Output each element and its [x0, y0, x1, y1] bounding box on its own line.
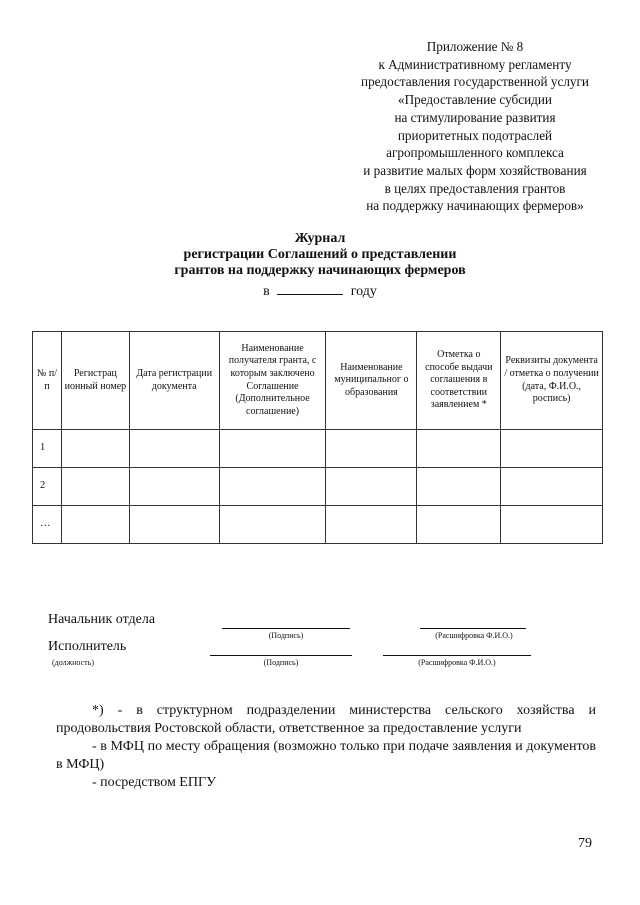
column-header-issue-method: Отметка о способе выдачи соглашения в соответствии заявлением * — [417, 332, 501, 430]
registration-table — [32, 331, 603, 544]
footnote-paragraph-3: - посредством ЕПГУ — [92, 775, 216, 790]
year-prefix: в — [263, 284, 270, 299]
row-number: … — [33, 506, 62, 544]
column-header-municipality: Наименование муниципальног о образования — [326, 332, 417, 430]
head-decoding-line[interactable] — [420, 628, 526, 629]
table-row — [33, 468, 603, 506]
column-header-reg-date: Дата регистрации документа — [129, 332, 219, 430]
appendix-line: агропромышленного комплекса — [386, 145, 564, 161]
appendix-line: на стимулирование развития — [394, 109, 556, 125]
table-cell[interactable] — [326, 506, 417, 544]
head-signature-line[interactable] — [222, 628, 350, 629]
row-number: 1 — [33, 430, 62, 468]
table-row — [33, 430, 603, 468]
row-number: 2 — [33, 468, 62, 506]
table-cell[interactable] — [417, 430, 501, 468]
table-cell[interactable] — [219, 430, 326, 468]
appendix-line: предоставления государственной услуги — [361, 74, 589, 90]
table-cell[interactable] — [129, 430, 219, 468]
executor-decoding-line[interactable] — [383, 655, 531, 656]
table-cell[interactable] — [61, 430, 129, 468]
year-blank-field[interactable] — [277, 282, 343, 295]
table-cell[interactable] — [417, 468, 501, 506]
appendix-line: Приложение № 8 — [426, 39, 524, 54]
appendix-line: к Административному регламенту — [378, 56, 572, 72]
column-header-recipient: Наименование получателя гранта, с которым заключено Соглашение (Дополнительное соглашение) — [219, 332, 326, 430]
year-line — [0, 282, 640, 300]
table-cell[interactable] — [219, 506, 326, 544]
table-cell[interactable] — [417, 506, 501, 544]
table-cell[interactable] — [326, 468, 417, 506]
footnote-paragraph-1: *) - в структурном подразделении министерства сельского хозяйства и продовольствия Ростовской области, ответственное за предоставление услуги — [56, 703, 596, 736]
column-header-reg-number: Регистрац ионный номер — [61, 332, 129, 430]
journal-subtitle-line1: регистрации Соглашений о представлении — [183, 247, 457, 262]
table-row — [33, 506, 603, 544]
table-cell[interactable] — [501, 506, 603, 544]
position-caption: (должность) — [52, 658, 94, 667]
journal-subtitle-line2: грантов на поддержку начинающих фермеров — [174, 263, 466, 278]
executor-signature-line[interactable] — [210, 655, 352, 656]
table-cell[interactable] — [129, 468, 219, 506]
table-cell[interactable] — [61, 468, 129, 506]
appendix-line: в целях предоставления грантов — [384, 180, 566, 196]
column-header-number: № п/п — [33, 332, 62, 430]
table-cell[interactable] — [129, 506, 219, 544]
appendix-header — [320, 38, 630, 215]
journal-title: Журнал — [294, 231, 346, 246]
table-cell[interactable] — [61, 506, 129, 544]
appendix-line: и развитие малых форм хозяйствования — [363, 162, 587, 178]
appendix-line: приоритетных подотраслей — [397, 127, 553, 143]
footnote-paragraph-2: - в МФЦ по месту обращения (возможно только при подаче заявления и документов в МФЦ) — [56, 739, 596, 772]
appendix-line: «Предоставление субсидии — [398, 92, 552, 108]
year-suffix: году — [350, 284, 377, 299]
head-of-department-label: Начальник отдела — [48, 612, 156, 627]
table-cell[interactable] — [501, 468, 603, 506]
table-cell[interactable] — [219, 468, 326, 506]
decoding-caption: (Расшифровка Ф.И.О.) — [435, 631, 513, 640]
page-number: 79 — [578, 836, 592, 851]
table-cell[interactable] — [326, 430, 417, 468]
table-header-row — [33, 332, 603, 430]
signature-caption: (Подпись) — [263, 658, 299, 667]
appendix-line: на поддержку начинающих фермеров» — [366, 198, 584, 214]
decoding-caption: (Расшифровка Ф.И.О.) — [418, 658, 496, 667]
table-cell[interactable] — [501, 430, 603, 468]
executor-label: Исполнитель — [48, 639, 127, 654]
column-header-details: Реквизиты документа / отметка о получении (дата, Ф.И.О., роспись) — [501, 332, 603, 430]
signature-caption: (Подпись) — [268, 631, 304, 640]
